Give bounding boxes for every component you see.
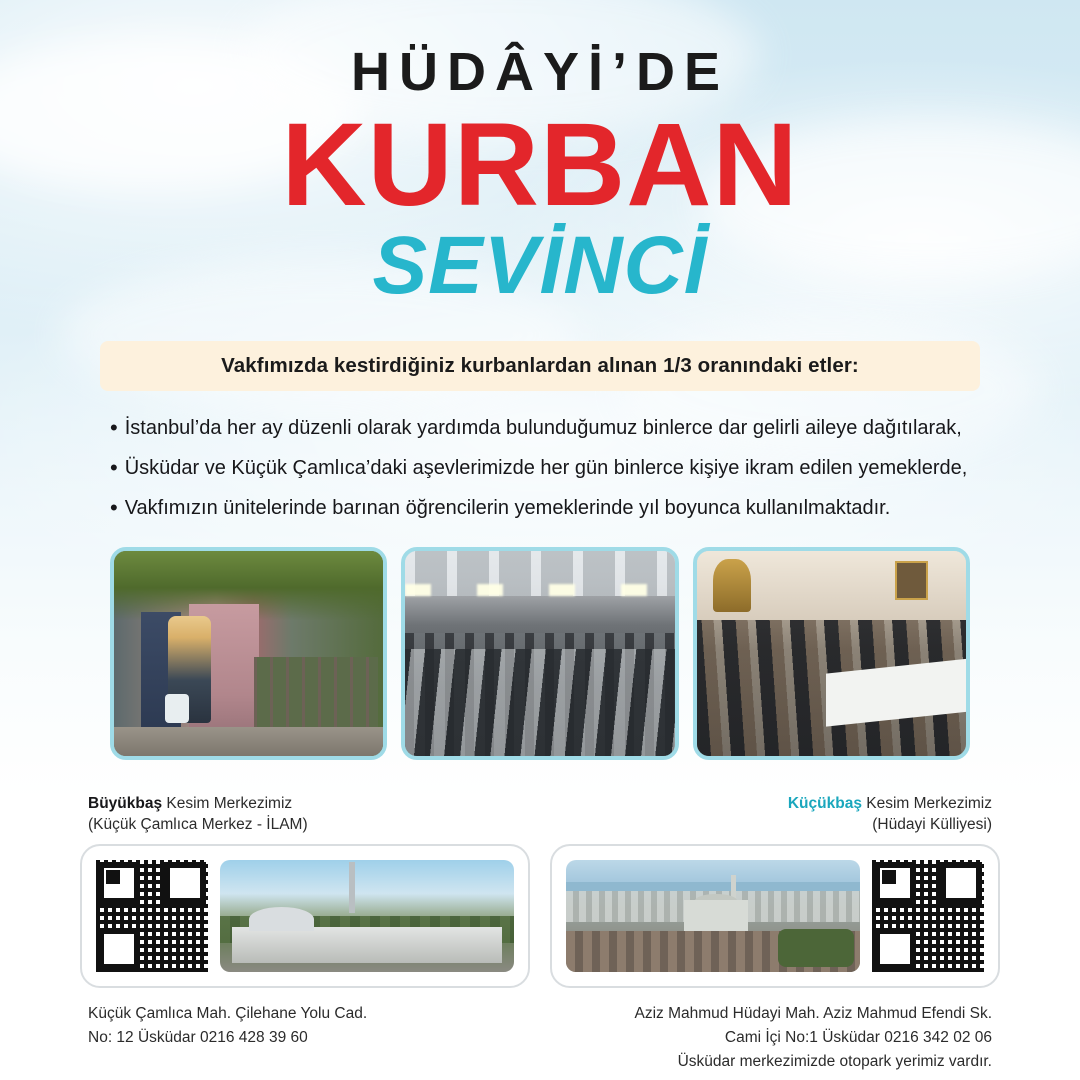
card-buyukbas-center [80, 794, 530, 988]
photo-detail-dome [249, 907, 314, 932]
card-body [550, 844, 1000, 988]
title-line-1: HÜDÂYİ’DE [350, 42, 730, 102]
bullet-dot-icon: • [110, 414, 118, 440]
list-item [110, 493, 970, 523]
photo-detail-window [713, 559, 751, 612]
photo-detail-bag [165, 694, 189, 723]
title-line-2: KURBAN [281, 98, 799, 231]
card-subtitle: (Küçük Çamlıca Merkez - İLAM) [88, 815, 308, 833]
list-item-text: Vakfımızın ünitelerinde barınan öğrencilerin yemeklerinde yıl boyunca kullanılmaktadır. [124, 496, 891, 519]
title-block [0, 0, 1080, 311]
bullet-dot-icon: • [110, 454, 118, 480]
card-title-strong: Küçükbaş [787, 794, 862, 812]
card-body [80, 844, 530, 988]
photo-detail-trees [778, 929, 854, 967]
address-line: Cami İçi No:1 Üsküdar 0216 342 02 06 [724, 1028, 992, 1046]
qr-code[interactable] [872, 860, 984, 972]
qr-eye-icon [874, 928, 916, 970]
list-item-text: İstanbul’da her ay düzenli olarak yardımda bulunduğumuz binlerce dar gelirli aileye dağıtılarak, [124, 416, 962, 439]
card-title [80, 794, 530, 836]
photo-detail-frame [895, 561, 929, 600]
photo-aid-delivery [110, 547, 387, 760]
bullet-list [110, 413, 970, 523]
photo-detail-lights [405, 584, 674, 596]
list-item-text: Üsküdar ve Küçük Çamlıca’daki aşevlerimizde her gün binlerce kişiye ikram edilen yemeklerde, [124, 456, 968, 479]
card-title-strong: Büyükbaş [88, 794, 163, 812]
centers-cards [80, 794, 1000, 988]
addresses [80, 1002, 1000, 1074]
photo-detail-tower [349, 862, 355, 914]
card-subtitle: (Hüdayi Külliyesi) [872, 815, 992, 833]
photo-strip [110, 547, 970, 760]
photo-inner [697, 551, 966, 756]
address-buyukbas [80, 1002, 530, 1074]
list-item [110, 413, 970, 443]
address-line: Üsküdar merkezimizde otopark yerimiz vardır. [677, 1052, 992, 1070]
address-line: No: 12 Üsküdar 0216 428 39 60 [88, 1028, 308, 1046]
list-item [110, 453, 970, 483]
qr-pupil-icon [106, 870, 120, 884]
address-line: Küçük Çamlıca Mah. Çilehane Yolu Cad. [88, 1004, 368, 1022]
address-line: Aziz Mahmud Hüdayi Mah. Aziz Mahmud Efendi Sk. [634, 1004, 992, 1022]
highlight-banner: Vakfımızda kestirdiğiniz kurbanlardan alınan 1/3 oranındaki etler: [100, 341, 980, 391]
card-title-rest: Kesim Merkezimiz [861, 794, 992, 812]
photo-detail-tables [401, 649, 678, 756]
photo-inner [114, 551, 383, 756]
title-line-3: SEVİNCİ [372, 219, 708, 311]
address-kucukbas [550, 1002, 1000, 1074]
card-title-rest: Kesim Merkezimiz [162, 794, 293, 812]
photo-dining-hall [693, 547, 970, 760]
qr-pupil-icon [882, 870, 896, 884]
mini-photo-camlica-mosque [220, 860, 514, 972]
mini-photo-uskudar-skyline [566, 860, 860, 972]
qr-code[interactable] [96, 860, 208, 972]
photo-detail-building [232, 927, 502, 963]
photo-detail-ground [114, 727, 383, 756]
photo-detail-fence [254, 657, 378, 727]
photo-soup-kitchen-hall [401, 547, 678, 760]
card-kucukbas-center [550, 794, 1000, 988]
bullet-dot-icon: • [110, 494, 118, 520]
photo-inner [405, 551, 674, 756]
card-title [550, 794, 1000, 836]
qr-eye-icon [98, 928, 140, 970]
